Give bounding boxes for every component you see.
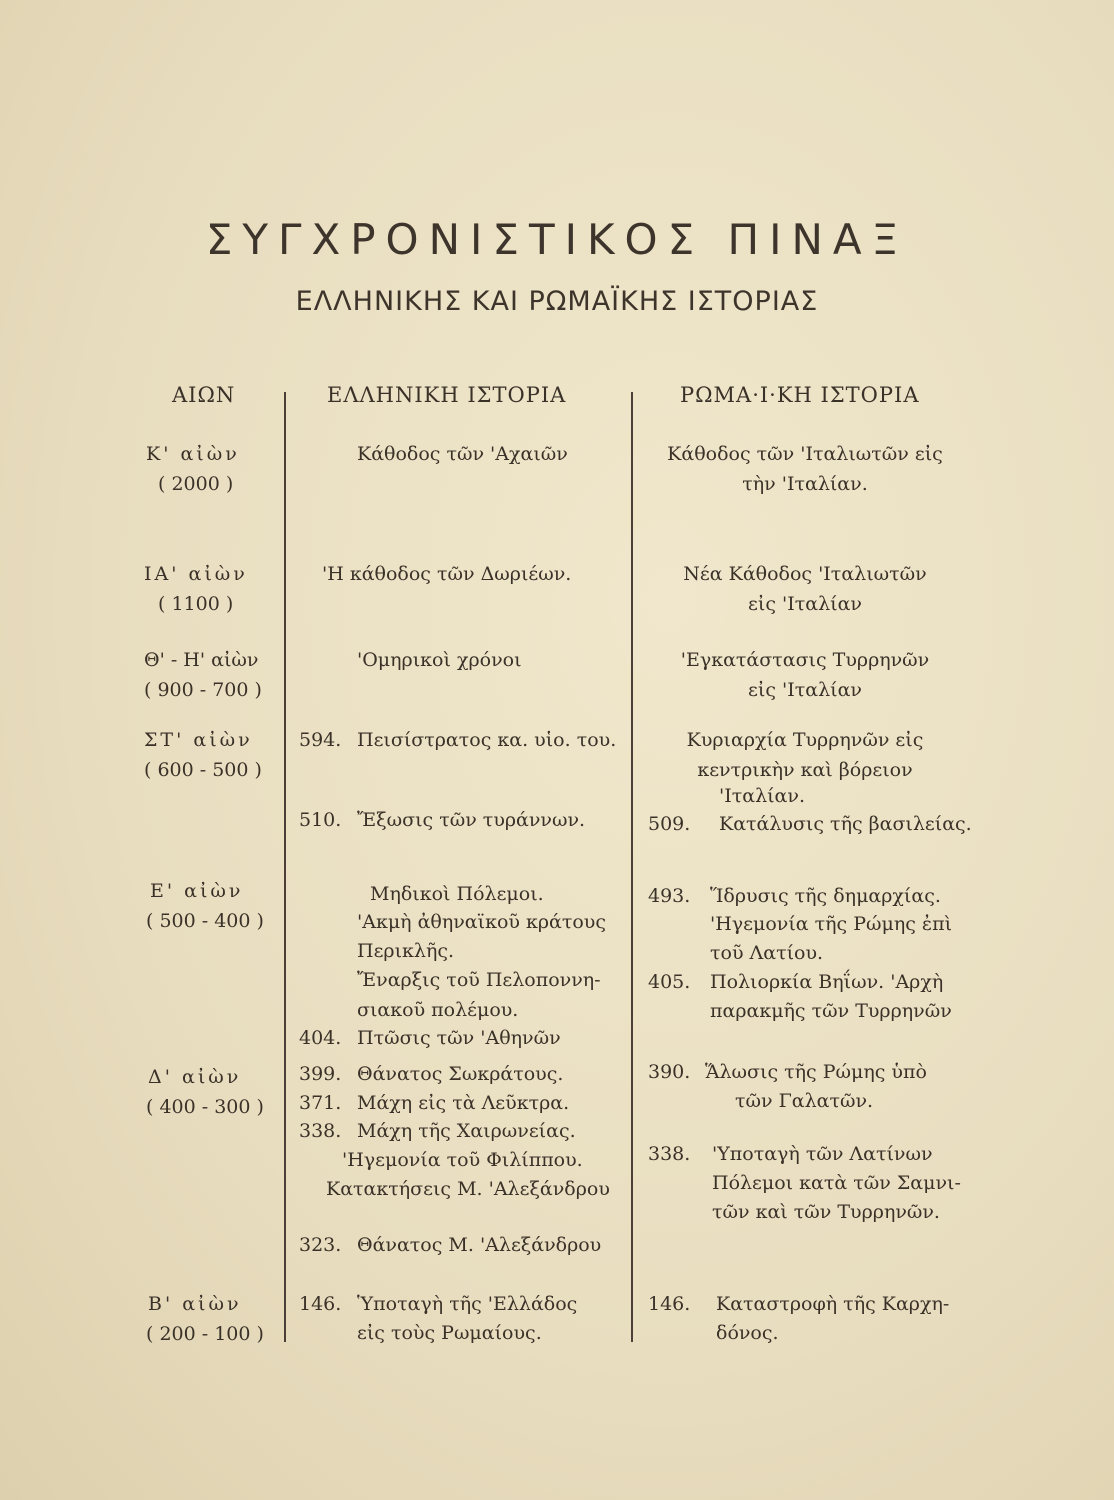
greek-event: Ὑποταγὴ τῆς 'Ελλάδος <box>357 1293 578 1315</box>
roman-year: 405. <box>648 971 691 993</box>
roman-year: 338. <box>648 1143 691 1165</box>
header-era: ΑΙΩΝ <box>172 383 236 407</box>
greek-event: εἰς τοὺς Ρωμαίους. <box>357 1322 542 1344</box>
era-label: Θ' - Η' αἰὼν <box>144 649 259 671</box>
era-dates: ( 1100 ) <box>158 593 234 615</box>
page-title: ΣΥΓΧΡΟΝΙΣΤΙΚΟΣ ΠΙΝΑΞ <box>205 215 909 264</box>
divider-left <box>284 392 286 1342</box>
greek-event: Κάθοδος τῶν 'Αχαιῶν <box>357 443 568 465</box>
greek-year: 510. <box>299 809 342 831</box>
roman-event: Ἵδρυσις τῆς δημαρχίας. <box>710 885 941 907</box>
era-dates: ( 900 - 700 ) <box>144 679 262 701</box>
greek-event: Πεισίστρατος κα. υἱο. του. <box>357 729 617 751</box>
greek-event: 'Ηγεμονία τοῦ Φιλίππου. <box>342 1149 583 1171</box>
greek-year: 399. <box>299 1063 342 1085</box>
greek-event: Μάχη εἰς τὰ Λεῦκτρα. <box>357 1092 570 1114</box>
greek-year: 338. <box>299 1120 342 1142</box>
roman-event: Πολιορκία Βηΐων. 'Αρχὴ <box>710 971 944 993</box>
roman-event: παρακμῆς τῶν Τυρρηνῶν <box>710 1000 952 1022</box>
roman-event: εἰς 'Ιταλίαν <box>748 679 862 701</box>
roman-event: Κυριαρχία Τυρρηνῶν εἰς <box>686 729 924 751</box>
era-label: Κ' αἰὼν <box>146 443 240 465</box>
greek-year: 323. <box>299 1234 342 1256</box>
greek-year: 371. <box>299 1092 342 1114</box>
era-label: ΙΑ' αἰὼν <box>144 563 248 585</box>
roman-event: κεντρικὴν καὶ βόρειον <box>697 759 913 781</box>
greek-event: Πτῶσις τῶν 'Αθηνῶν <box>357 1027 561 1049</box>
greek-year: 594. <box>299 729 342 751</box>
roman-event: 'Εγκατάστασις Τυρρηνῶν <box>680 649 930 671</box>
greek-event: Ἔναρξις τοῦ Πελοποννη- <box>357 969 601 991</box>
divider-right <box>631 392 633 1342</box>
era-dates: ( 600 - 500 ) <box>144 759 262 781</box>
roman-event: Κάθοδος τῶν 'Ιταλιωτῶν εἰς <box>667 443 943 465</box>
roman-event: Νέα Κάθοδος 'Ιταλιωτῶν <box>683 563 927 585</box>
greek-event: Ἔξωσις τῶν τυράννων. <box>357 809 586 831</box>
roman-event: Πόλεμοι κατὰ τῶν Σαμνι- <box>712 1172 961 1194</box>
era-label: Β' αἰὼν <box>148 1293 242 1315</box>
roman-event: 'Ηγεμονία τῆς Ρώμης ἐπὶ <box>710 913 953 935</box>
page-subtitle: ΕΛΛΗΝΙΚΗΣ ΚΑΙ ΡΩΜΑΪΚΗΣ ΙΣΤΟΡΙΑΣ <box>295 286 819 317</box>
roman-year: 146. <box>648 1293 691 1315</box>
greek-event: Κατακτήσεις Μ. 'Αλεξάνδρου <box>326 1178 610 1200</box>
roman-year: 509. <box>648 813 691 835</box>
greek-event: Μηδικοὶ Πόλεμοι. <box>370 883 544 905</box>
greek-year: 146. <box>299 1293 342 1315</box>
greek-event: Θάνατος Μ. 'Αλεξάνδρου <box>357 1234 602 1256</box>
era-dates: ( 500 - 400 ) <box>146 910 264 932</box>
era-label: Δ' αἰὼν <box>148 1066 242 1088</box>
roman-event: τῶν Γαλατῶν. <box>735 1090 874 1112</box>
era-dates: ( 400 - 300 ) <box>146 1096 264 1118</box>
greek-event: 'Ομηρικοὶ χρόνοι <box>357 649 522 671</box>
greek-event: Θάνατος Σωκράτους. <box>357 1063 564 1085</box>
era-dates: ( 2000 ) <box>158 473 234 495</box>
roman-event: Κατάλυσις τῆς βασιλείας. <box>719 813 972 835</box>
roman-event: Καταστροφὴ τῆς Καρχη- <box>716 1293 950 1315</box>
era-dates: ( 200 - 100 ) <box>146 1323 264 1345</box>
roman-event: δόνος. <box>716 1322 779 1344</box>
header-roman: ΡΩΜΑ·Ι·ΚΗ ΙΣΤΟΡΙΑ <box>680 383 920 407</box>
header-greek: ΕΛΛΗΝΙΚΗ ΙΣΤΟΡΙΑ <box>327 383 567 407</box>
era-label: Ε' αἰὼν <box>150 880 244 902</box>
greek-event: Μάχη τῆς Χαιρωνείας. <box>357 1120 576 1142</box>
greek-year: 404. <box>299 1027 342 1049</box>
greek-event: σιακοῦ πολέμου. <box>357 999 519 1021</box>
roman-event: εἰς 'Ιταλίαν <box>748 593 862 615</box>
greek-event: 'Η κάθοδος τῶν Δωριέων. <box>322 563 572 585</box>
greek-event: Περικλῆς. <box>357 940 455 962</box>
roman-year: 493. <box>648 885 691 907</box>
roman-event: τὴν 'Ιταλίαν. <box>742 473 868 495</box>
roman-event: τοῦ Λατίου. <box>710 942 824 964</box>
greek-event: 'Ακμὴ ἀθηναϊκοῦ κράτους <box>357 911 606 933</box>
roman-year: 390. <box>648 1061 691 1083</box>
era-label: ΣΤ' αἰὼν <box>144 729 253 751</box>
roman-event: τῶν καὶ τῶν Τυρρηνῶν. <box>712 1201 940 1223</box>
roman-event: 'Ιταλίαν. <box>719 785 805 807</box>
roman-event: Ἅλωσις τῆς Ρώμης ὑπὸ <box>705 1061 927 1083</box>
roman-event: 'Υποταγὴ τῶν Λατίνων <box>712 1143 933 1165</box>
